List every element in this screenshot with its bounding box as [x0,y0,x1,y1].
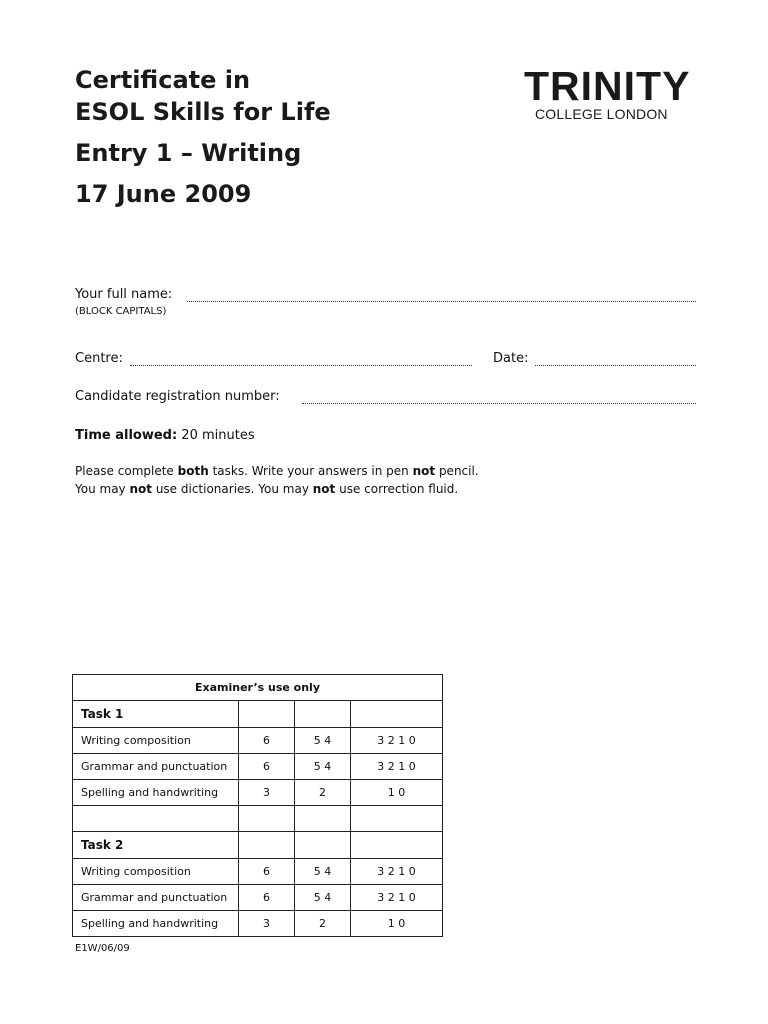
time-allowed [75,428,255,443]
score-cell: 5 4 [295,728,351,754]
certificate-title-line1: Certificate in [75,66,251,94]
criterion-label: Spelling and handwriting [73,911,239,937]
table-row [73,754,443,780]
score-cell: 3 2 1 0 [351,754,443,780]
table-row [73,728,443,754]
score-cell: 6 [239,859,295,885]
full-name-label: Your full name: [75,287,173,302]
score-cell: 1 0 [351,780,443,806]
score-cell: 5 4 [295,859,351,885]
score-cell: 2 [295,911,351,937]
registration-number-field[interactable] [302,403,696,404]
score-cell: 5 4 [295,754,351,780]
task-2-label: Task 2 [73,832,239,859]
criterion-label: Grammar and punctuation [73,885,239,911]
table-row [73,859,443,885]
exam-subtitle: Entry 1 – Writing [75,139,302,167]
score-cell: 3 [239,911,295,937]
criterion-label: Writing composition [73,859,239,885]
score-cell: 1 0 [351,911,443,937]
score-cell: 3 2 1 0 [351,885,443,911]
score-cell: 3 [239,780,295,806]
task-row [73,832,443,859]
score-cell: 6 [239,728,295,754]
task-1-label: Task 1 [73,701,239,728]
criterion-label: Grammar and punctuation [73,754,239,780]
instruction-line-2: You may not use dictionaries. You may not use correction fluid. [75,482,459,496]
centre-label: Centre: [75,351,123,366]
registration-number-label: Candidate registration number: [75,389,280,404]
date-field[interactable] [535,365,696,366]
criterion-label: Spelling and handwriting [73,780,239,806]
table-row [73,885,443,911]
trinity-logo: TRINITY [524,63,691,109]
certificate-title-line2: ESOL Skills for Life [75,98,331,126]
table-row [73,780,443,806]
block-capitals-hint: (BLOCK CAPITALS) [75,306,167,317]
task-row [73,701,443,728]
document-code: E1W/06/09 [75,943,130,954]
table-header-row [73,675,443,701]
table-row [73,911,443,937]
score-cell: 6 [239,754,295,780]
time-allowed-value: 20 minutes [177,428,255,443]
score-cell: 5 4 [295,885,351,911]
time-allowed-label: Time allowed: [75,428,178,443]
score-cell: 3 2 1 0 [351,859,443,885]
date-label: Date: [493,351,529,366]
examiner-use-table [72,674,443,937]
instruction-line-1: Please complete both tasks. Write your answers in pen not pencil. [75,464,479,478]
criterion-label: Writing composition [73,728,239,754]
centre-field[interactable] [130,365,472,366]
spacer-row [73,806,443,832]
exam-date: 17 June 2009 [75,180,252,208]
full-name-field[interactable] [187,301,696,302]
score-cell: 2 [295,780,351,806]
examiner-use-header: Examiner’s use only [73,675,443,701]
score-cell: 3 2 1 0 [351,728,443,754]
trinity-logo-subtitle: COLLEGE LONDON [535,106,668,122]
score-cell: 6 [239,885,295,911]
